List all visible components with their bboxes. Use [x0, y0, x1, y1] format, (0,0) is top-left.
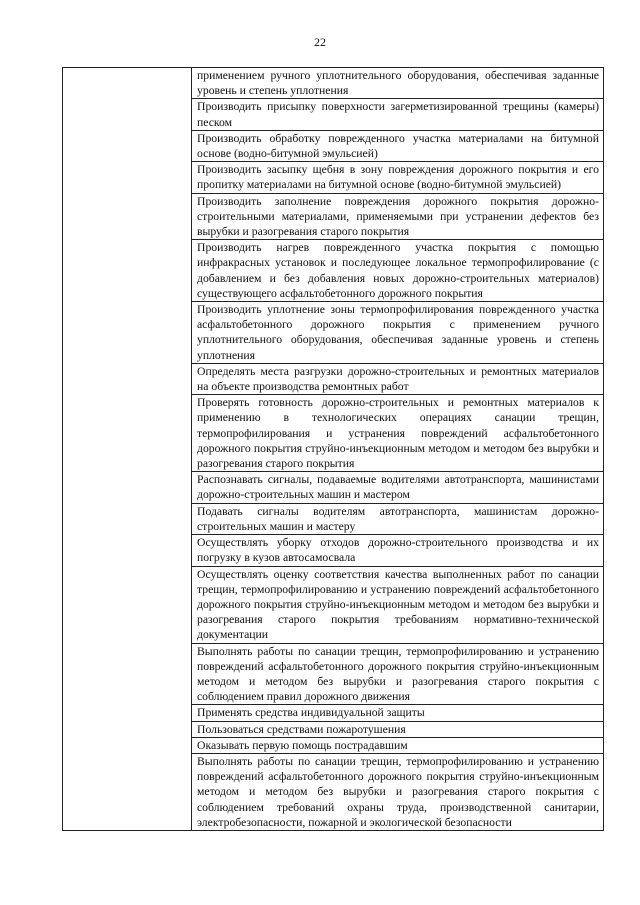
requirement-text: Производить присыпку поверхности загерметизированной трещины (камеры) песком — [192, 99, 604, 130]
requirements-table — [62, 67, 604, 831]
requirement-text: Выполнять работы по санации трещин, термопрофилированию и устранению повреждений асфальтобетонного дорожного покрытия струйно-инъекционным методом и методом без вырубки и разогревания старого покрытия с соблюдением правил дорожного движения — [192, 643, 604, 705]
requirement-text: Определять места разгрузки дорожно-строительных и ремонтных материалов на объекте производства ремонтных работ — [192, 363, 604, 394]
requirement-text: Осуществлять уборку отходов дорожно-строительного производства и их погрузку в кузов автосамосвала — [192, 535, 604, 566]
requirement-text: Производить уплотнение зоны термопрофилирования поврежденного участка асфальтобетонного дорожного покрытия с применением ручного уплотнительного оборудования, обеспечивая заданные уровень и степень уплотнения — [192, 302, 604, 364]
requirement-text: Применять средства индивидуальной защиты — [192, 705, 604, 721]
page-number: 22 — [314, 35, 326, 49]
requirement-text: Производить нагрев поврежденного участка покрытия с помощью инфракрасных установок и последующее локальное термопрофилирование (с добавлением и без добавления новых дорожно-строительных материалов) существующего асфальтобетонного дорожного покрытия — [192, 240, 604, 302]
requirement-text: применением ручного уплотнительного оборудования, обеспечивая заданные уровень и степень уплотнения — [192, 68, 604, 99]
requirement-text: Распознавать сигналы, подаваемые водителями автотранспорта, машинистами дорожно-строительных машин и мастером — [192, 472, 604, 503]
requirement-text: Выполнять работы по санации трещин, термопрофилированию и устранению повреждений асфальтобетонного дорожного покрытия струйно-инъекционным методом и методом без вырубки и разогревания старого покрытия с соблюдением требований охраны труда, производственной санитарии, электробезопасности, пожарной и экологической безопасности — [192, 753, 604, 830]
table-row — [63, 68, 604, 99]
requirement-text: Производить заполнение повреждения дорожного покрытия дорожно-строительными материалами, применяемыми при устранении дефектов без вырубки и разогревания старого покрытия — [192, 193, 604, 240]
requirement-text: Осуществлять оценку соответствия качества выполненных работ по санации трещин, термопрофилированию и устранению повреждений асфальтобетонного дорожного покрытия струйно-инъекционным методом и методом без вырубки и разогревания старого покрытия требованиям нормативно-технической документации — [192, 566, 604, 643]
requirement-text: Производить обработку поврежденного участка материалами на битумной основе (водно-битумной эмульсией) — [192, 130, 604, 161]
requirement-text: Подавать сигналы водителям автотранспорта, машинистам дорожно-строительных машин и мастеру — [192, 503, 604, 534]
requirements-table-body — [63, 68, 604, 831]
requirement-text: Проверять готовность дорожно-строительных и ремонтных материалов к применению в технологических операциях санации трещин, термопрофилирования и устранения повреждений асфальтобетонного дорожного покрытия струйно-инъекционным методом и методом без вырубки и разогревания старого покрытия — [192, 395, 604, 472]
requirement-text: Производить засыпку щебня в зону повреждения дорожного покрытия и его пропитку материалами на битумной основе (водно-битумной эмульсией) — [192, 162, 604, 193]
requirement-text: Пользоваться средствами пожаротушения — [192, 721, 604, 737]
requirement-text: Оказывать первую помощь пострадавшим — [192, 737, 604, 753]
left-column-cell — [63, 68, 192, 831]
